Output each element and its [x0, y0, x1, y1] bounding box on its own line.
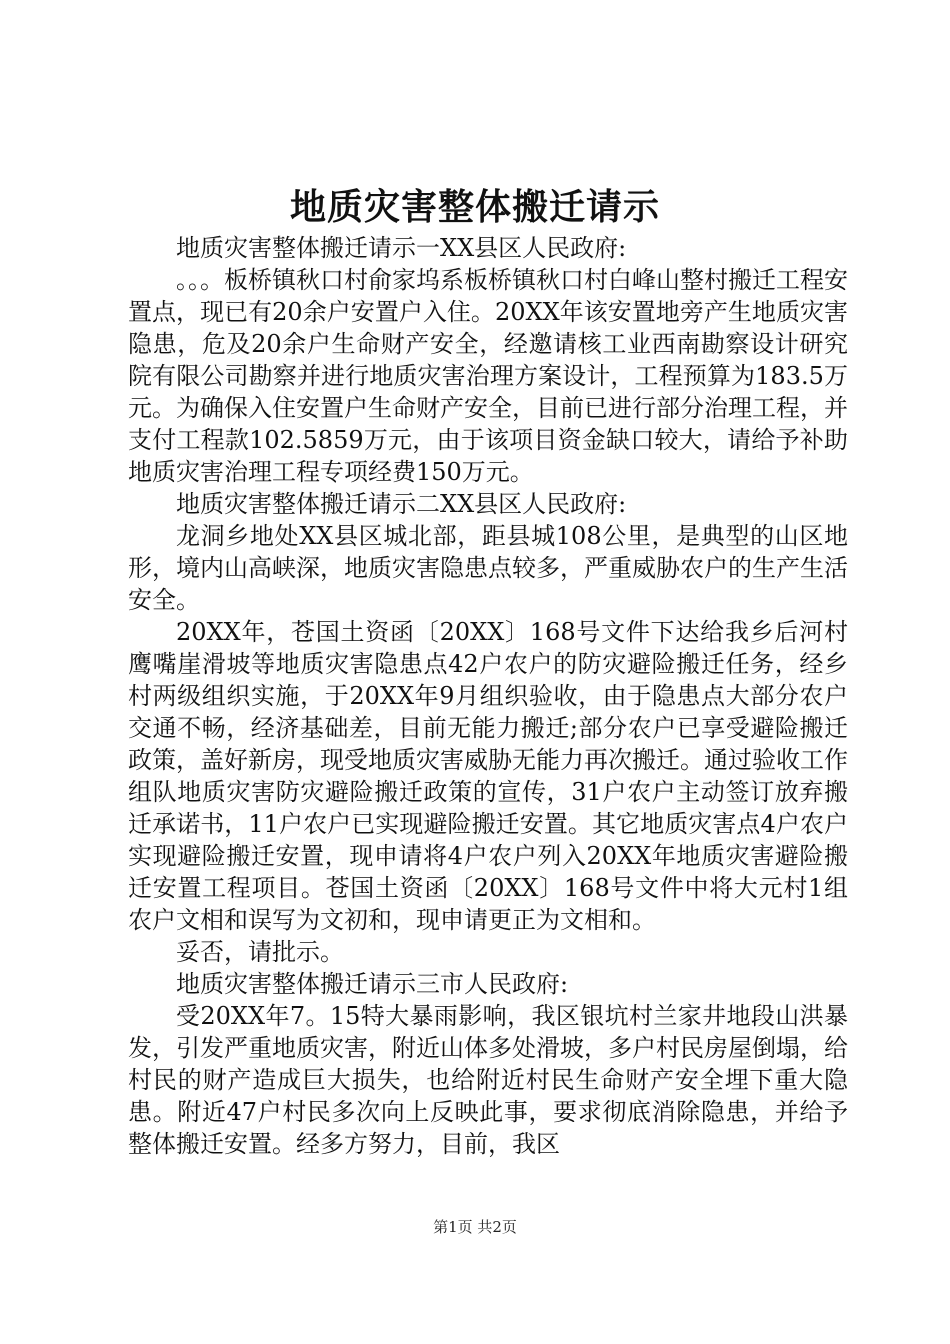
paragraph-request-one-body: 。。。板桥镇秋口村俞家坞系板桥镇秋口村白峰山整村搬迁工程安置点，现已有20余户安置户入住。20XX年该安置地旁产生地质灾害隐患，危及20余户生命财产安全，经邀请核工业西南勘察设计研究院有限公司勘察并进行地质灾害治理方案设计，工程预算为183.5万元。为确保入住安置户生命财产安全，目前已进行部分治理工程，并支付工程款102.5859万元，由于该项目资金缺口较大，请给予补助地质灾害治理工程专项经费150万元。	[128, 266, 848, 486]
paragraph-request-one-heading: 地质灾害整体搬迁请示一XX县区人民政府:	[176, 234, 627, 262]
paragraph-request-three-heading: 地质灾害整体搬迁请示三市人民政府:	[176, 970, 569, 998]
paragraph-request-two-body: 20XX年，苍国土资函〔20XX〕168号文件下达给我乡后河村鹰嘴崖滑坡等地质灾害隐患点42户农户的防灾避险搬迁任务，经乡村两级组织实施，于20XX年9月组织验收，由于隐患点大部分农户交通不畅，经济基础差，目前无能力搬迁;部分农户已享受避险搬迁政策，盖好新房，现受地质灾害威胁无能力再次搬迁。通过验收工作组队地质灾害防灾避险搬迁政策的宣传，31户农户主动签订放弃搬迁承诺书，11户农户已实现避险搬迁安置。其它地质灾害点4户农户实现避险搬迁安置，现申请将4户农户列入20XX年地质灾害避险搬迁安置工程项目。苍国土资函〔20XX〕168号文件中将大元村1组农户文相和误写为文初和，现申请更正为文相和。	[128, 618, 848, 934]
document-body	[128, 232, 848, 1160]
paragraph-request-two-heading: 地质灾害整体搬迁请示二XX县区人民政府:	[176, 490, 627, 518]
document-title: 地质灾害整体搬迁请示	[289, 186, 660, 228]
paragraph-approval-request: 妥否，请批示。	[176, 938, 344, 966]
page-footer: 第1页 共2页	[433, 1218, 517, 1236]
paragraph-request-two-intro: 龙洞乡地处XX县区城北部，距县城108公里，是典型的山区地形，境内山高峡深，地质灾害隐患点较多，严重威胁农户的生产生活安全。	[128, 522, 848, 614]
paragraph-request-three-body: 受20XX年7。15特大暴雨影响，我区银坑村兰家井地段山洪暴发，引发严重地质灾害，附近山体多处滑坡，多户村民房屋倒塌，给村民的财产造成巨大损失，也给附近村民生命财产安全埋下重大隐患。附近47户村民多次向上反映此事，要求彻底消除隐患，并给予整体搬迁安置。经多方努力，目前，我区	[128, 1002, 848, 1158]
